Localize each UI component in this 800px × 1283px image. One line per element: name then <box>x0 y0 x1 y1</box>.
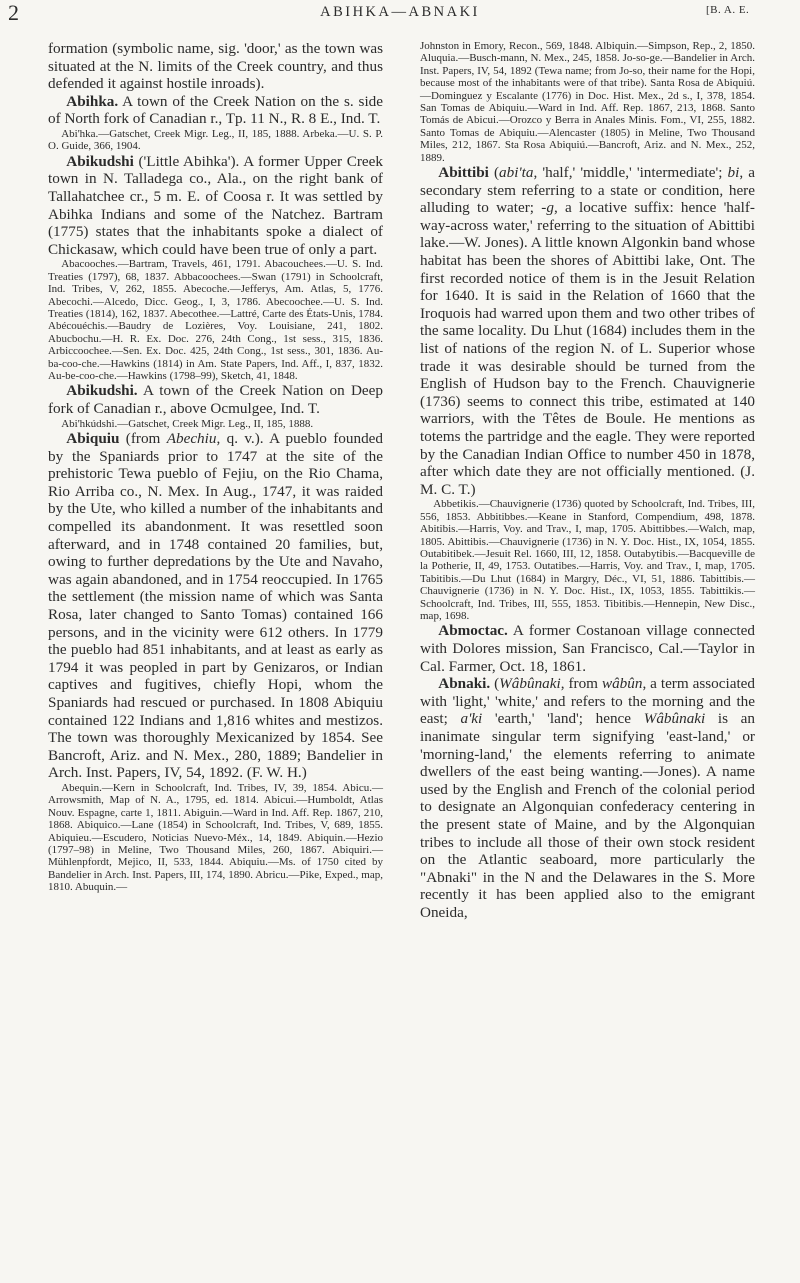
synonymy: Abequin.—Kern in Schoolcraft, Ind. Tribes, IV, 39, 1854. Abicu.—Arrowsmith, Map of N. A., 1795, ed. 1814. Abicui.—Humboldt, Atlas Nouv. Espagne, carte 1, 1811. Abiguin.—Ward in Ind. Aff. Rep. 1867, 210, 1868. Abiquico.—Lane (1854) in Schoolcraft, Ind. Tribes, V, 689, 1855. Abiquieu.—Escudero, Noticias Nuevo-Méx., 14, 1849. Abiquin.—Hezio (1797–98) in Meline, Two Thousand Miles, 260, 1867. Abiquiri.—Mühlenpfordt, Mejico, II, 533, 1844. Abiquiu.—Ms. of 1750 cited by Bandelier in Arch. Inst. Papers, III, 174, 1890. Abricu.—Pike, Exped., map, 1810. Abuquin.— <box>48 781 383 894</box>
entry-headword: Abihka. <box>66 92 119 110</box>
entry-headword: Abiquiu <box>66 430 120 447</box>
synonymy: Abacooches.—Bartram, Travels, 461, 1791. Abacouchees.—U. S. Ind. Treaties (1797), 68, 1837. Abbacoochees.—Swan (1791) in Schoolcraft, Ind. Tribes, V, 262, 1855. Abecoche.—Jefferys, Am. Atlas, 5, 1776. Abecochi.—Alcedo, Dicc. Geog., I, 3, 1786. Abecoochee.—U. S. Ind. Treaties (1814), 162, 1837. Abecothee.—Lattré, Carte des États-Unis, 1784. Abécouéchis.—Baudry de Lozières, Voy. Louisiane, 241, 1802. Abucbochu.—H. R. Ex. Doc. 276, 24th Cong., 1st sess., 315, 1836. Arbiccoochee.—Sen. Ex. Doc. 425, 24th Cong., 1st sess., 301, 1836. Au-ba-coo-che.—Hawkins (1814) in Am. State Papers, Ind. Aff., I, 837, 1832. Au-be-coo-che.—Hawkins (1798–99), Sketch, 41, 1848. <box>48 258 383 382</box>
entry-abiquiu: Abiquiu (from Abechiu, q. v.). A pueblo founded by the Spaniards prior to 1747 at the site of the prehistoric Tewa pueblo of Fejiu, on the Rio Chama, Rio Arriba co., N. Mex. In Aug., 1747, it was raided by the Ute, who killed a number of the inhabitants and compelled its abandonment. It was resettled soon afterward, and in 1748 contained 20 families, but, owing to further depredations by the Ute and Navaho, was again abandoned, and in 1754 reoccupied. In 1765 the settlement (the mission name of which was Santa Rosa, later changed to Santo Tomas) contained 166 persons, and in the vicinity were 612 others. In 1779 the pueblo had 851 inhabitants, and at least as early as 1794 it was peopled in part by Genizaros, or Indian captives and fugitives, chiefly Hopi, whom the Spaniards had rescued or purchased. In 1808 Abiquiu contained 122 Indians and 1,816 whites and mestizos. The town was thoroughly Mexicanized by 1854. See Bancroft, Ariz. and N. Mex., 280, 1889; Bandelier in Arch. Inst. Papers, IV, 54, 1892. (F. W. H.) Abequin.—Kern in Schoolcraft, Ind. Tribes, IV, 39, 1854. Abicu.—Arrowsmith, Map of N. A., 1795, ed. 1814. Abicui.—Humboldt, Atlas Nouv. Espagne, carte 1, 1811. Abiguin.—Ward in Ind. Aff. Rep. 1867, 210, 1868. Abiquico.—Lane (1854) in Schoolcraft, Ind. Tribes, V, 689, 1855. Abiquieu.—Escudero, Noticias Nuevo-Méx., 14, 1849. Abiquin.—Hezio (1797–98) in Meline, Two Thousand Miles, 260, 1867. Abiquiri.—Mühlenpfordt, Mejico, II, 533, 1844. Abiquiu.—Ms. of 1750 cited by Bandelier in Arch. Inst. Papers, III, 174, 1890. Abricu.—Pike, Exped., map, 1810. Abuquin.— <box>48 430 383 894</box>
italic-term: Abechiu <box>166 430 217 447</box>
author-initials: (J. M. C. T.) <box>420 463 755 498</box>
page-number: 2 <box>8 0 19 25</box>
left-column <box>48 40 383 894</box>
entry-text: formation (symbolic name, sig. 'door,' as the town was situated at the N. limits of the Creek country, and thus defended it against hostile inroads). <box>48 40 383 93</box>
entry-text: A town of the Creek Nation on Deep fork of Canadian r., above Ocmulgee, Ind. T. <box>48 382 383 417</box>
synonymy: Abi'hkúdshi.—Gatschet, Creek Migr. Leg., II, 185, 1888. <box>61 417 314 430</box>
entry-headword: Abikudshi. <box>66 382 138 400</box>
entry-abihka <box>48 93 383 153</box>
entry-abmoctac <box>420 622 755 675</box>
bureau-signature: [B. A. E. <box>706 4 750 16</box>
synonymy: Abbetikis.—Chauvignerie (1736) quoted by Schoolcraft, Ind. Tribes, III, 556, 1853. Abbitibbes.—Keane in Stanford, Compendium, 498, 1878. Abitibis.—Harris, Voy. and Trav., I, map, 1705. Abittibbes.—Walch, map, 1805. Abittibis.—Chauvignerie (1736) in N. Y. Doc. Hist., IX, 1054, 1855. Outabitibek.—Jesuit Rel. 1660, III, 12, 1858. Outabytibis.—Bacqueville de la Potherie, II, 49, 1753. Outatibes.—Harris, Voy. and Trav., I, map, 1705. Tabitibis.—Du Lhut (1684) in Margry, Déc., VI, 51, 1886. Tabittibis.—Chauvignerie (1736) in N. Y. Doc. Hist., IX, 1053, 1855. Tabittikis.—Schoolcraft, Ind. Tribes, III, 555, 1853. Tibitibis.—Hennepin, New Disc., map, 1698. <box>420 498 755 622</box>
entry-abikudshi <box>48 153 383 383</box>
entry-abiquiu-continued <box>420 40 755 164</box>
entry-abittibi: Abittibi (abi'ta, 'half,' 'middle,' 'intermediate'; bi, a secondary stem referring to a state or condition, here alluding to water; -g, a locative suffix: hence 'half-way-across water,' referring to the situation of Abittibi lake.—W. Jones). A little known Algonkin band whose habitat has been the shores of Abittibi lake, Ont. The first recorded notice of them is in the Jesuit Relation for 1640. It is said in the Relation of 1660 that the Iroquois had warred upon them and two other tribes of the same locality. Du Lhut (1684) includes them in the list of nations of the region N. of L. Superior whose trade it was desirable should be turned from the English of Hudson bay to the French. Chauvignerie (1736) seems to connect this tribe, estimated at 140 warriors, with the Têtes de Boule. He mentions as totems the partridge and the eagle. They were reported by the Canadian Indian Office to number 450 in 1878, after which date they are not officially mentioned. (J. M. C. T.) Abbetikis.—Chauvignerie (1736) quoted by Schoolcraft, Ind. Tribes, III, 556, 1853. Abbitibbes.—Keane in Stanford, Compendium, 498, 1878. Abitibis.—Harris, Voy. and Trav., I, map, 1705. Abittibbes.—Walch, map, 1805. Abittibis.—Chauvignerie (1736) in N. Y. Doc. Hist., IX, 1054, 1855. Outabitibek.—Jesuit Rel. 1660, III, 12, 1858. Outabytibis.—Bacqueville de la Potherie, II, 49, 1753. Outatibes.—Harris, Voy. and Trav., I, map, 1705. Tabitibis.—Du Lhut (1684) in Margry, Déc., VI, 51, 1886. Tabittibis.—Chauvignerie (1736) in N. Y. Doc. Hist., IX, 1053, 1855. Tabittikis.—Schoolcraft, Ind. Tribes, III, 555, 1853. Tibitibis.—Hennepin, New Disc., map, 1698. <box>420 164 755 622</box>
running-head: ABIHKA—ABNAKI <box>320 4 480 20</box>
entry-headword: Abittibi <box>438 164 489 182</box>
author-initials: (F. W. H.) <box>246 764 307 782</box>
entry-text: ('Little Abihka'). A former Upper Creek town in N. Talladega co., Ala., on the right bank of Tallahatchee cr., 5 m. E. of Coosa r. It was settled by Abihka Indians and some of the Natchez. Bartram (1775) states that the inhabitants spoke a dialect of Chickasaw, which could have been true of only a part. <box>48 152 383 258</box>
entry-headword: Abmoctac. <box>438 622 508 640</box>
entry-abikudshi-2 <box>48 382 383 430</box>
entry-headword: Abikudshi <box>66 152 134 170</box>
entry-text: , q. v.). A pueblo founded by the Spaniards prior to 1747 at the site of the prehistoric Tewa pueblo of Fejiu, on the Rio Chama, Rio Arriba co., N. Mex. In Aug., 1747, it was raided by the Ute, who killed a number of the inhabitants and compelled its abandonment. It was resettled soon afterward, and in 1748 contained 20 families, but, owing to further depredations by the Ute and Navaho, was again abandoned, and in 1754 reoccupied. In 1765 the settlement (the mission name of which was Santa Rosa, later changed to Santo Tomas) contained 166 persons, and in the vicinity were 612 others. In 1779 the pueblo had 851 inhabitants, and at least as early as 1794 it was peopled in part by Genizaros, or Indian captives and fugitives, chiefly Hopi, whom the Spaniards had rescued or purchased. In 1808 Abiquiu contained 122 Indians and 1,816 whites and mestizos. The town was thoroughly Mexicanized by 1854. See Bancroft, Ariz. and N. Mex., 280, 1889; Bandelier in Arch. Inst. Papers, IV, 54, 1892. <box>48 430 383 782</box>
entry-continuation <box>48 40 383 93</box>
entry-text: A town of the Creek Nation on the s. side of North fork of Canadian r., Tp. 11 N., R. 8 E., Ind. T. <box>48 92 383 128</box>
entry-abnaki: Abnaki. (Wâbûnaki, from wâbûn, a term associated with 'light,' 'white,' and refers to the morning and the east; a'ki 'earth,' 'land'; hence Wâbûnaki is an inanimate singular term signifying 'east-land,' or 'morning-land,' the elements referring to animate dwellers of the east being wanting.—Jones). A name used by the English and French of the colonial period to designate an Algonquian confederacy centering in the present state of Maine, and by the Algonquian tribes to include all those of their own stock resident on the Atlantic seaboard, more particularly the "Abnaki" in the N and the Delawares in the S. More recently it has been applied also to the emigrant Oneida, <box>420 675 756 921</box>
synonymy: Abi'hka.—Gatschet, Creek Migr. Leg., II, 185, 1888. Arbeka.—U. S. P. O. Guide, 366, 1904. <box>48 127 383 153</box>
synonymy: Johnston in Emory, Recon., 569, 1848. Albiquin.—Simpson, Rep., 2, 1850. Aluquia.—Busch-mann, N. Mex., 245, 1858. Jo-so-ge.—Bandelier in Arch. Inst. Papers, IV, 54, 1892 (Tewa name; from Jo-so, their name for the Hopi, because most of the inhabitants were of that tribe). Santa Rosa de Abiquiú.—Dominguez y Escalante (1776) in Doc. Hist. Mex., 2d s., I, 378, 1854. San Tomas de Abiquiu.—Ward in Ind. Aff. Rep. 1867, 213, 1868. Santo Tomás de Abicui.—Orozco y Berra in Anales Minis. Fom., VI, 255, 1882. Santo Tomas de Abiquiu.—Alencaster (1805) in Meline, Two Thousand Miles, 212, 1867. Sta Rosa Abiquiú.—Bancroft, Ariz. and N. Mex., 252, 1889. <box>420 40 755 164</box>
entry-text: , a locative suffix: hence 'half-way-across water,' referring to the situation of Abittibi lake.—W. Jones). A little known Algonkin band whose habitat has been the shores of Abittibi lake, Ont. The first recorded notice of them is in the Jesuit Relation for 1640. It is said in the Relation of 1660 that the Iroquois had warred upon them and two other tribes of the same locality. Du Lhut (1684) includes them in the list of nations of the region N. of L. Superior whose trade it was desirable should be turned from the English of Hudson bay to the French. Chauvignerie (1736) seems to connect this tribe, estimated at 140 warriors, with the Têtes de Boule. He mentions as totems the partridge and the eagle. They were reported by the Canadian Indian Office to number 450 in 1878, after which date they are not officially mentioned. <box>420 199 755 481</box>
entry-text: A former Costanoan village connected with Dolores mission, San Francisco, Cal.—Taylor in Cal. Farmer, Oct. 18, 1861. <box>420 622 755 675</box>
right-column <box>420 40 755 922</box>
entry-text: is an inanimate singular term signifying 'east-land,' or 'morning-land,' the elements referring to animate dwellers of the east being wanting.—Jones). A name used by the English and French of the colonial period to designate an Algonquian confederacy centering in the present state of Maine, and by the Algonquian tribes to include all those of their own stock resident on the Atlantic seaboard, more particularly the "Abnaki" in the N and the Delawares in the S. More recently it has been applied also to the emigrant Oneida, <box>420 710 756 921</box>
entry-headword: Abnaki. <box>438 675 491 693</box>
